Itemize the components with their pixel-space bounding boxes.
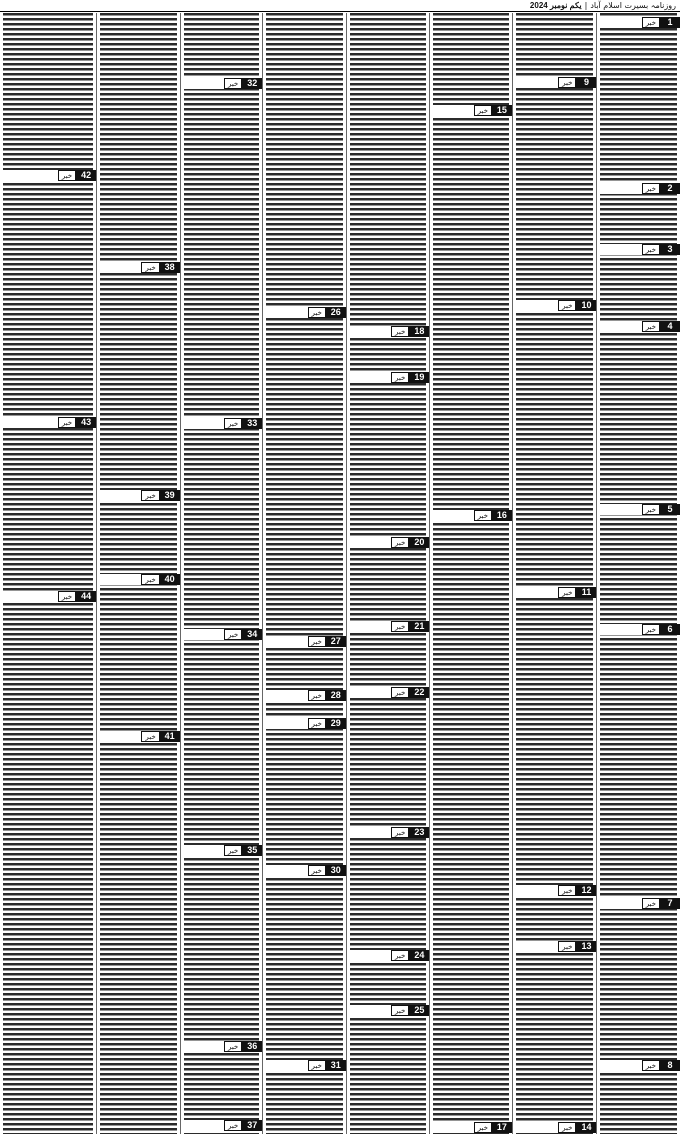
news-item-head <box>597 17 680 28</box>
item-number: 39 <box>160 490 180 501</box>
item-number: 30 <box>326 865 346 876</box>
item-number: 21 <box>409 621 429 632</box>
news-item-head <box>181 845 263 856</box>
item-number: 37 <box>242 1120 262 1131</box>
item-title: خبر <box>224 1041 242 1052</box>
item-title: خبر <box>308 690 326 701</box>
news-item-head <box>513 300 597 311</box>
item-title: خبر <box>308 865 326 876</box>
item-number: 36 <box>242 1041 262 1052</box>
item-title: خبر <box>308 1060 326 1071</box>
news-item-head <box>513 941 597 952</box>
news-item-head <box>430 105 512 116</box>
masthead-separator: | <box>584 0 588 10</box>
news-item-head <box>513 77 597 88</box>
news-item-head <box>97 574 180 585</box>
news-item-head <box>263 307 346 318</box>
news-item-head <box>597 244 680 255</box>
news-item-head <box>263 690 346 701</box>
column-5 <box>262 13 346 1134</box>
item-number: 32 <box>242 78 262 89</box>
item-title: خبر <box>642 624 660 635</box>
item-number: 3 <box>660 244 680 255</box>
item-number: 35 <box>242 845 262 856</box>
news-item-head <box>347 326 430 337</box>
column-3 <box>429 13 512 1134</box>
news-item-head <box>0 591 96 602</box>
item-number: 22 <box>409 687 429 698</box>
item-number: 10 <box>576 300 596 311</box>
news-item-head <box>347 537 430 548</box>
news-item-head <box>347 687 430 698</box>
item-number: 34 <box>242 629 262 640</box>
paper-name: روزنامہ بسیرت اسلام آباد <box>590 0 676 10</box>
item-number: 15 <box>492 105 512 116</box>
item-number: 1 <box>660 17 680 28</box>
item-number: 28 <box>326 690 346 701</box>
item-number: 13 <box>576 941 596 952</box>
news-item-head <box>513 885 597 896</box>
item-title: خبر <box>141 490 159 501</box>
item-title: خبر <box>391 950 409 961</box>
item-number: 23 <box>409 827 429 838</box>
item-title: خبر <box>558 885 576 896</box>
column-6 <box>180 13 263 1134</box>
item-title: خبر <box>224 845 242 856</box>
news-item-head <box>597 1060 680 1071</box>
item-number: 17 <box>492 1122 512 1133</box>
item-title: خبر <box>308 636 326 647</box>
news-item-head <box>513 587 597 598</box>
news-item-head <box>347 827 430 838</box>
item-title: خبر <box>391 827 409 838</box>
item-title: خبر <box>58 417 76 428</box>
news-item-head <box>181 629 263 640</box>
column-1 <box>596 13 680 1134</box>
item-title: خبر <box>58 591 76 602</box>
item-title: خبر <box>391 1005 409 1016</box>
item-title: خبر <box>141 731 159 742</box>
item-number: 12 <box>576 885 596 896</box>
item-number: 11 <box>576 587 596 598</box>
news-item-head <box>347 621 430 632</box>
news-item-head <box>597 183 680 194</box>
item-title: خبر <box>141 262 159 273</box>
item-number: 14 <box>576 1122 596 1133</box>
news-item-head <box>430 1122 512 1133</box>
item-number: 2 <box>660 183 680 194</box>
item-number: 29 <box>326 718 346 729</box>
item-number: 4 <box>660 321 680 332</box>
issue-date: یکم نومبر 2024 <box>529 0 582 10</box>
item-title: خبر <box>474 1122 492 1133</box>
item-title: خبر <box>58 170 76 181</box>
item-title: خبر <box>391 372 409 383</box>
news-item-head <box>181 1120 263 1131</box>
news-item-head <box>513 1122 597 1133</box>
news-item-head <box>181 418 263 429</box>
news-item-head <box>0 170 96 181</box>
column-8 <box>0 13 96 1134</box>
news-item-head <box>263 718 346 729</box>
item-number: 27 <box>326 636 346 647</box>
news-item-head <box>97 731 180 742</box>
column-7 <box>96 13 180 1134</box>
item-title: خبر <box>224 1120 242 1131</box>
item-title: خبر <box>391 326 409 337</box>
item-number: 40 <box>160 574 180 585</box>
item-number: 8 <box>660 1060 680 1071</box>
news-item-head <box>97 262 180 273</box>
news-item-head <box>263 636 346 647</box>
news-item-head <box>263 865 346 876</box>
item-title: خبر <box>308 307 326 318</box>
item-title: خبر <box>224 418 242 429</box>
item-title: خبر <box>558 587 576 598</box>
item-title: خبر <box>558 300 576 311</box>
item-title: خبر <box>642 504 660 515</box>
item-number: 6 <box>660 624 680 635</box>
item-number: 9 <box>576 77 596 88</box>
columns <box>0 13 680 1134</box>
item-title: خبر <box>391 687 409 698</box>
news-item-head <box>597 898 680 909</box>
news-item-head <box>0 417 96 428</box>
item-number: 20 <box>409 537 429 548</box>
item-title: خبر <box>141 574 159 585</box>
news-item-head <box>347 950 430 961</box>
item-title: خبر <box>558 77 576 88</box>
item-title: خبر <box>642 321 660 332</box>
item-number: 18 <box>409 326 429 337</box>
news-item-head <box>430 510 512 521</box>
masthead <box>0 0 680 12</box>
item-number: 16 <box>492 510 512 521</box>
news-item-head <box>347 372 430 383</box>
news-item-head <box>263 1060 346 1071</box>
item-number: 41 <box>160 731 180 742</box>
item-title: خبر <box>224 78 242 89</box>
item-title: خبر <box>224 629 242 640</box>
item-title: خبر <box>308 718 326 729</box>
item-number: 7 <box>660 898 680 909</box>
item-title: خبر <box>391 537 409 548</box>
item-number: 31 <box>326 1060 346 1071</box>
news-item-head <box>97 490 180 501</box>
item-number: 24 <box>409 950 429 961</box>
news-item-head <box>597 321 680 332</box>
item-number: 42 <box>76 170 96 181</box>
item-number: 43 <box>76 417 96 428</box>
item-number: 38 <box>160 262 180 273</box>
item-title: خبر <box>642 183 660 194</box>
column-2 <box>512 13 597 1134</box>
news-item-head <box>181 78 263 89</box>
item-number: 5 <box>660 504 680 515</box>
news-item-head <box>347 1005 430 1016</box>
item-title: خبر <box>558 941 576 952</box>
item-title: خبر <box>642 1060 660 1071</box>
item-number: 44 <box>76 591 96 602</box>
news-item-head <box>181 1041 263 1052</box>
news-item-head <box>597 504 680 515</box>
item-number: 33 <box>242 418 262 429</box>
item-title: خبر <box>642 898 660 909</box>
item-number: 19 <box>409 372 429 383</box>
item-title: خبر <box>558 1122 576 1133</box>
item-title: خبر <box>474 510 492 521</box>
item-title: خبر <box>642 17 660 28</box>
column-4 <box>346 13 430 1134</box>
item-title: خبر <box>642 244 660 255</box>
news-item-head <box>597 624 680 635</box>
item-title: خبر <box>474 105 492 116</box>
item-title: خبر <box>391 621 409 632</box>
item-number: 26 <box>326 307 346 318</box>
item-number: 25 <box>409 1005 429 1016</box>
